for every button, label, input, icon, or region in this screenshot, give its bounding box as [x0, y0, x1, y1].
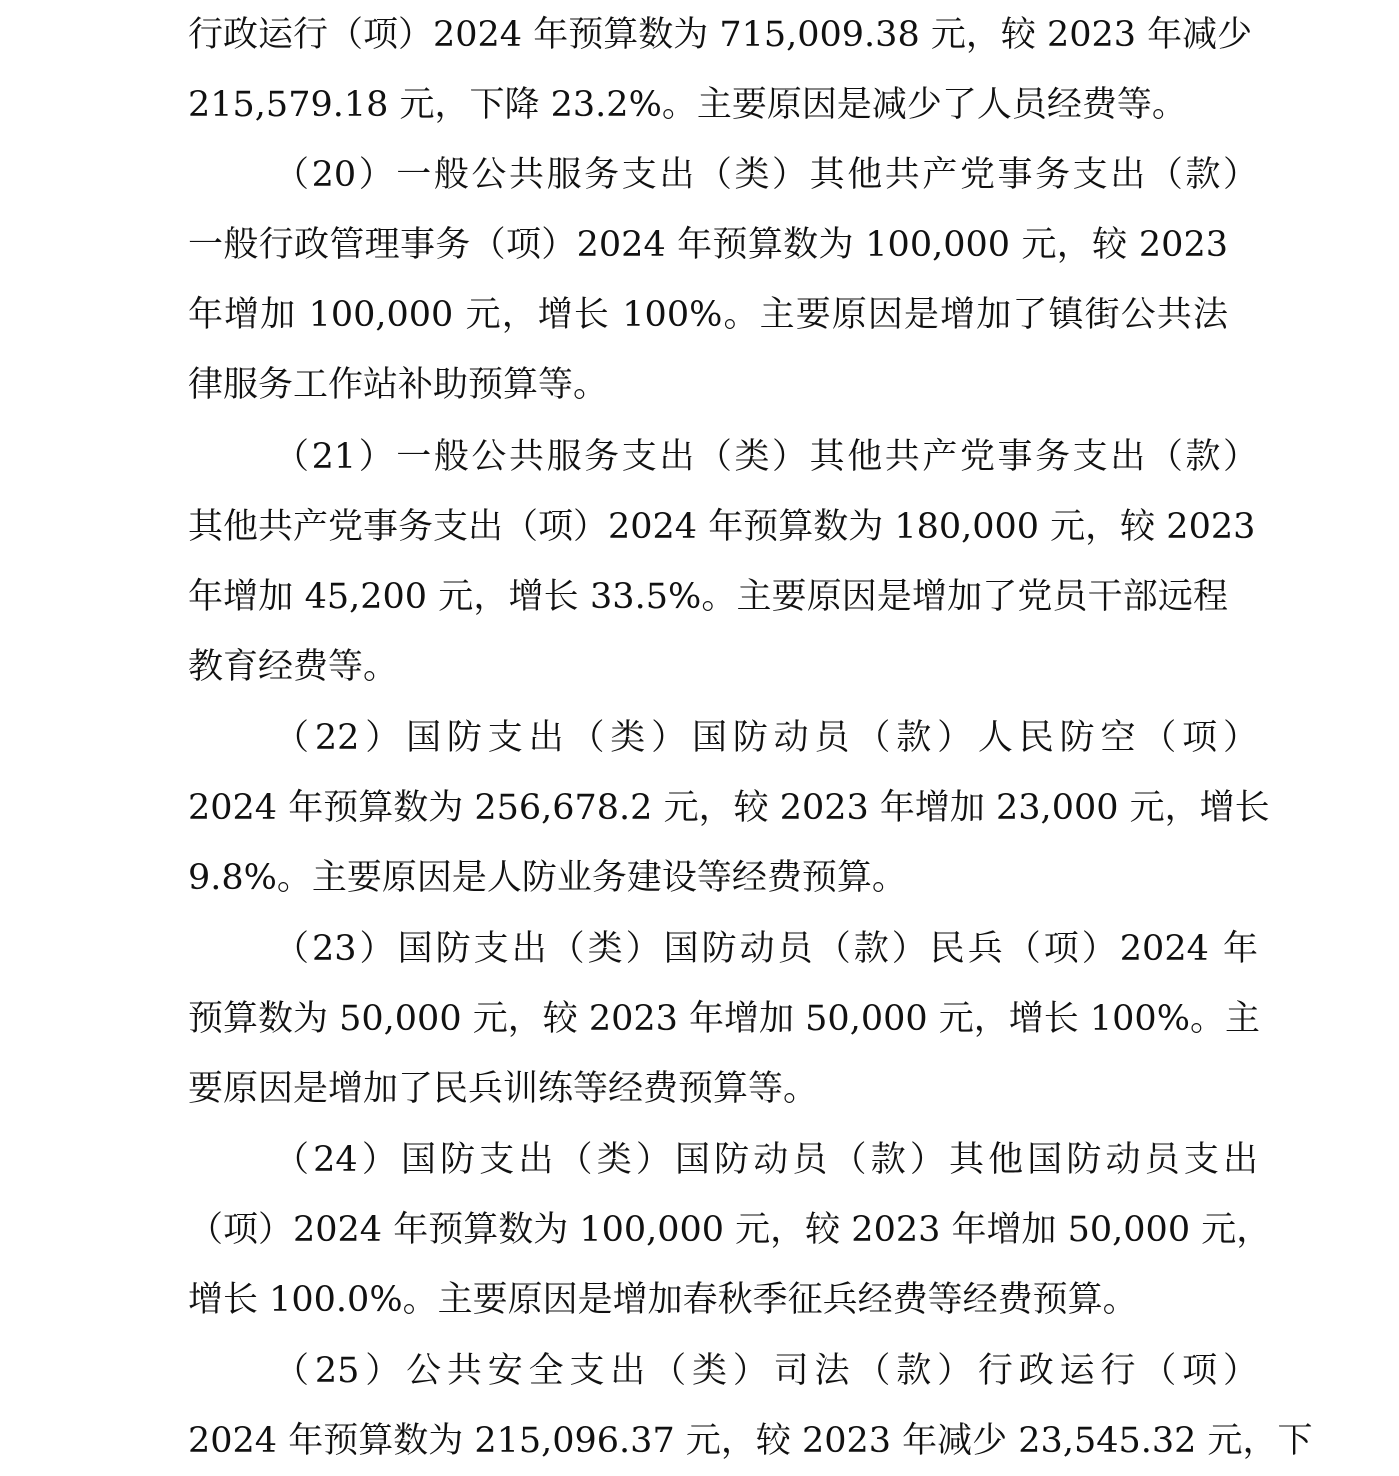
paragraph-20-start: （20）一般公共服务支出（类）其他共产党事务支出（款） [274, 155, 1258, 195]
paragraph-23-start: （23）国防支出（类）国防动员（款）民兵（项）2024 年 [274, 929, 1258, 969]
text-line: 律服务工作站补助预算等。 [188, 365, 609, 405]
paragraph-24-start: （24）国防支出（类）国防动员（款）其他国防动员支出 [274, 1140, 1258, 1180]
text-line: 年增加 100,000 元，增长 100%。主要原因是增加了镇街公共法 [188, 295, 1228, 335]
text-line: 2024 年预算数为 215,096.37 元，较 2023 年减少 23,545.32 元，下 [188, 1421, 1313, 1461]
text-line: 一般行政管理事务（项）2024 年预算数为 100,000 元，较 2023 [188, 225, 1228, 265]
text-line: 增长 100.0%。主要原因是增加春秋季征兵经费等经费预算。 [188, 1280, 1138, 1320]
text-line: 年增加 45,200 元，增长 33.5%。主要原因是增加了党员干部远程 [188, 577, 1228, 617]
text-line: 行政运行（项）2024 年预算数为 715,009.38 元，较 2023 年减少 [188, 15, 1253, 55]
paragraph-21-start: （21）一般公共服务支出（类）其他共产党事务支出（款） [274, 437, 1258, 477]
text-line: （项）2024 年预算数为 100,000 元，较 2023 年增加 50,000 元， [188, 1210, 1272, 1250]
paragraph-22-start: （22）国防支出（类）国防动员（款）人民防空（项） [274, 718, 1258, 758]
text-line: 要原因是增加了民兵训练等经费预算等。 [188, 1069, 819, 1109]
paragraph-25-start: （25）公共安全支出（类）司法（款）行政运行（项） [274, 1351, 1258, 1391]
text-line: 教育经费等。 [188, 647, 399, 687]
text-line: 215,579.18 元，下降 23.2%。主要原因是减少了人员经费等。 [188, 85, 1187, 125]
text-line: 9.8%。主要原因是人防业务建设等经费预算。 [188, 858, 907, 898]
text-line: 2024 年预算数为 256,678.2 元，较 2023 年增加 23,000 元，增长 [188, 788, 1270, 828]
text-line: 预算数为 50,000 元，较 2023 年增加 50,000 元，增长 100%。主 [188, 999, 1260, 1039]
text-line: 其他共产党事务支出（项）2024 年预算数为 180,000 元，较 2023 [188, 507, 1256, 547]
